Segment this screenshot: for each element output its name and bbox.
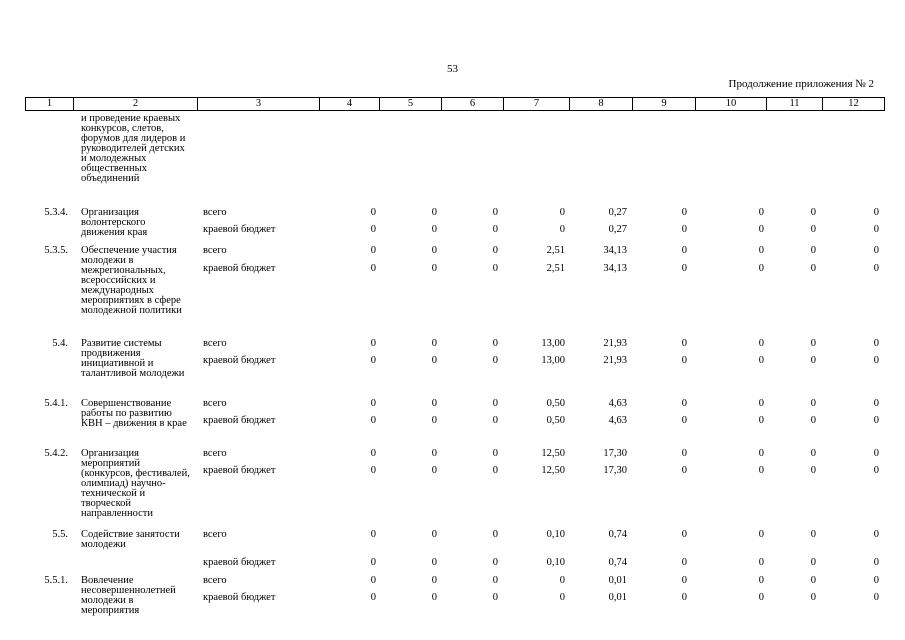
cell-value: 0 [492,465,498,476]
cell-value: 0 [431,448,437,459]
cell-value: 0,10 [546,529,565,540]
cell-value: 0 [810,207,816,218]
col-header: 4 [319,98,379,110]
cell-value: 0,27 [608,224,627,235]
cell-value: 0 [370,415,376,426]
cell-value: 34,13 [603,245,627,256]
cell-value: 0 [873,465,879,476]
cell-value: 0 [873,245,879,256]
funding-type: краевой бюджет [203,557,276,568]
row-code: 5.4. [52,338,68,349]
cell-value: 0 [431,557,437,568]
cell-value: 0 [873,415,879,426]
cell-value: 0,01 [608,592,627,603]
cell-value: 0 [758,355,764,366]
col-header: 6 [441,98,503,110]
cell-value: 0 [873,448,879,459]
cell-value: 12,50 [541,465,565,476]
row-name: Содействие занятости молодежи [81,529,180,550]
cell-value: 0 [492,355,498,366]
cell-value: 0 [681,245,687,256]
cell-value: 0 [492,575,498,586]
cell-value: 0 [681,448,687,459]
cell-value: 0 [681,575,687,586]
funding-type: всего [203,207,227,218]
cell-value: 0,50 [546,398,565,409]
col-header: 11 [766,98,822,110]
cell-value: 0 [370,355,376,366]
cell-value: 4,63 [608,398,627,409]
cell-value: 0 [873,557,879,568]
cell-value: 0 [873,529,879,540]
cell-value: 21,93 [603,338,627,349]
cell-value: 0 [681,207,687,218]
cell-value: 0 [873,355,879,366]
col-header: 8 [569,98,632,110]
cell-value: 0 [431,338,437,349]
cell-value: 0 [559,575,565,586]
funding-type: всего [203,398,227,409]
cell-value: 0 [492,415,498,426]
row-code: 5.3.5. [44,245,68,256]
cell-value: 0 [681,557,687,568]
cell-value: 0 [758,465,764,476]
col-header: 2 [73,98,197,110]
cell-value: 0 [681,592,687,603]
cell-value: 0 [492,338,498,349]
page-number: 53 [447,63,458,75]
cell-value: 0,50 [546,415,565,426]
cell-value: 0 [370,529,376,540]
row-code: 5.4.1. [44,398,68,409]
cell-value: 13,00 [541,355,565,366]
cell-value: 13,00 [541,338,565,349]
cell-value: 0 [370,245,376,256]
cell-value: 4,63 [608,415,627,426]
cell-value: 34,13 [603,263,627,274]
cell-value: 0 [810,575,816,586]
cell-value: 0,01 [608,575,627,586]
cell-value: 0 [681,263,687,274]
cell-value: 0 [810,465,816,476]
cell-value: 0 [492,224,498,235]
cell-value: 0 [873,575,879,586]
cell-value: 0 [681,415,687,426]
continuation-text: и проведение краевых конкурсов, слетов, форумов для лидеров и руководителей детских и молодежных общественных объединений [81,113,186,184]
col-header: 7 [503,98,569,110]
cell-value: 0 [810,415,816,426]
funding-type: краевой бюджет [203,465,276,476]
cell-value: 0 [492,448,498,459]
cell-value: 0 [810,245,816,256]
funding-type: всего [203,338,227,349]
cell-value: 0 [810,355,816,366]
funding-type: всего [203,575,227,586]
cell-value: 0 [370,575,376,586]
cell-value: 0 [681,224,687,235]
col-header: 3 [197,98,319,110]
cell-value: 0 [492,529,498,540]
funding-type: краевой бюджет [203,224,276,235]
funding-type: всего [203,245,227,256]
cell-value: 0 [810,398,816,409]
row-code: 5.4.2. [44,448,68,459]
cell-value: 0 [873,338,879,349]
funding-type: краевой бюджет [203,355,276,366]
cell-value: 0 [873,224,879,235]
cell-value: 0 [431,263,437,274]
cell-value: 0 [681,465,687,476]
col-header: 1 [46,98,53,109]
cell-value: 0 [810,338,816,349]
cell-value: 0 [431,245,437,256]
cell-value: 0 [810,592,816,603]
row-code: 5.3.4. [44,207,68,218]
funding-type: краевой бюджет [203,415,276,426]
cell-value: 2,51 [546,263,565,274]
cell-value: 0 [370,263,376,274]
cell-value: 0 [370,338,376,349]
cell-value: 0,27 [608,207,627,218]
cell-value: 12,50 [541,448,565,459]
cell-value: 0,10 [546,557,565,568]
cell-value: 0 [810,263,816,274]
cell-value: 17,30 [603,465,627,476]
col-header: 5 [379,98,441,110]
cell-value: 0 [370,592,376,603]
cell-value: 0 [370,398,376,409]
funding-type: всего [203,529,227,540]
cell-value: 0 [873,592,879,603]
row-name: Вовлечение несовершеннолетней молодежи в мероприятия [81,575,176,616]
cell-value: 2,51 [546,245,565,256]
cell-value: 0 [431,355,437,366]
table-header [25,97,885,111]
appendix-label: Продолжение приложения № 2 [728,78,874,90]
funding-type: всего [203,448,227,459]
cell-value: 0 [681,529,687,540]
cell-value: 0 [431,465,437,476]
cell-value: 0 [810,224,816,235]
cell-value: 0 [758,529,764,540]
cell-value: 0 [758,207,764,218]
cell-value: 0 [559,207,565,218]
col-header: 12 [822,98,884,110]
cell-value: 0 [559,224,565,235]
col-header: 10 [695,98,766,110]
cell-value: 0 [431,398,437,409]
cell-value: 0 [492,245,498,256]
cell-value: 0 [681,338,687,349]
row-name: Организация мероприятий (конкурсов, фестивалей, олимпиад) научно-технической и творческой направленности [81,448,190,519]
cell-value: 0 [431,592,437,603]
cell-value: 0 [492,398,498,409]
cell-value: 0 [370,465,376,476]
cell-value: 0 [758,448,764,459]
row-name: Совершенствование работы по развитию КВН – движения в крае [81,398,187,429]
cell-value: 0 [431,207,437,218]
cell-value: 0 [431,224,437,235]
row-code: 5.5.1. [44,575,68,586]
cell-value: 0 [758,245,764,256]
row-code: 5.5. [52,529,68,540]
cell-value: 0 [370,448,376,459]
col-header: 9 [632,98,695,110]
cell-value: 0 [758,263,764,274]
cell-value: 0 [370,224,376,235]
cell-value: 0 [873,263,879,274]
cell-value: 0 [370,557,376,568]
cell-value: 0 [873,207,879,218]
cell-value: 0 [681,355,687,366]
cell-value: 0 [492,592,498,603]
cell-value: 0 [431,575,437,586]
cell-value: 0 [758,224,764,235]
cell-value: 0 [431,529,437,540]
cell-value: 0 [758,592,764,603]
cell-value: 0 [492,557,498,568]
cell-value: 0 [758,557,764,568]
cell-value: 0 [370,207,376,218]
cell-value: 0 [758,415,764,426]
cell-value: 0 [431,415,437,426]
cell-value: 0 [810,448,816,459]
funding-type: краевой бюджет [203,263,276,274]
cell-value: 0 [810,557,816,568]
cell-value: 0 [492,207,498,218]
row-name: Развитие системы продвижения инициативной и талантливой молодежи [81,338,185,379]
cell-value: 0 [559,592,565,603]
cell-value: 0,74 [608,557,627,568]
cell-value: 0 [873,398,879,409]
cell-value: 0 [681,398,687,409]
cell-value: 0 [810,529,816,540]
cell-value: 17,30 [603,448,627,459]
cell-value: 0 [758,338,764,349]
cell-value: 0,74 [608,529,627,540]
row-name: Обеспечение участия молодежи в межрегиональных, всероссийских и международных мероприятиях в сфере молодежной политики [81,245,182,316]
cell-value: 0 [492,263,498,274]
cell-value: 21,93 [603,355,627,366]
row-name: Организация волонтерского движения края [81,207,148,238]
cell-value: 0 [758,575,764,586]
cell-value: 0 [758,398,764,409]
funding-type: краевой бюджет [203,592,276,603]
